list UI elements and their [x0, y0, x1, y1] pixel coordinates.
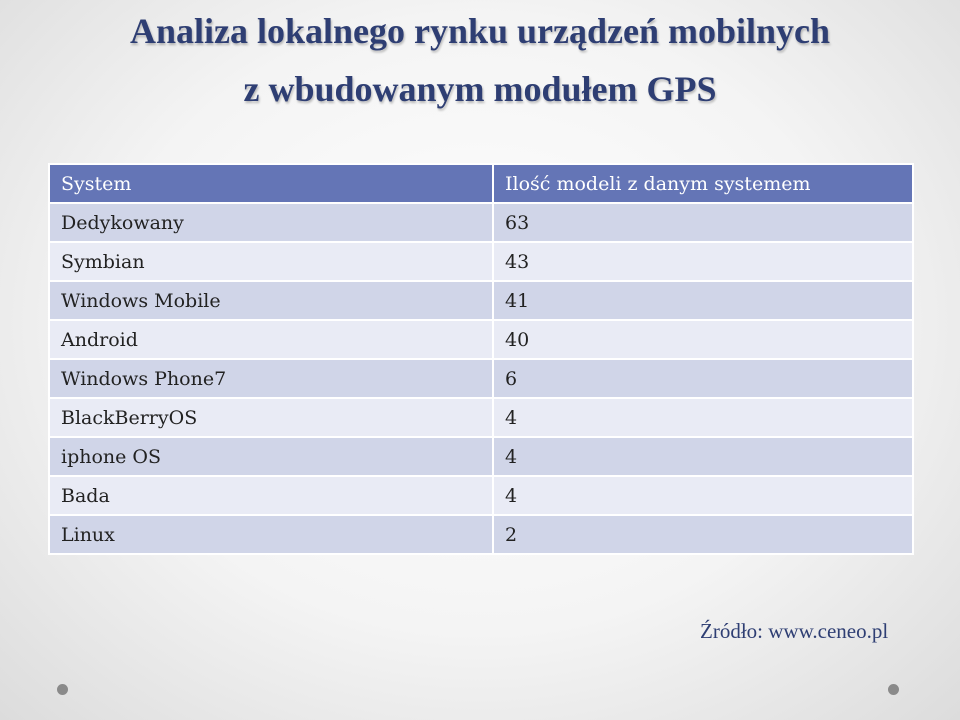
cell-system: Linux — [49, 515, 493, 554]
cell-count: 6 — [493, 359, 913, 398]
cell-count: 40 — [493, 320, 913, 359]
table-row — [49, 242, 913, 281]
table-row — [49, 515, 913, 554]
source-note: Źródło: www.ceneo.pl — [700, 619, 889, 643]
cell-system: Windows Phone7 — [49, 359, 493, 398]
table-row — [49, 281, 913, 320]
cell-count: 2 — [493, 515, 913, 554]
cell-count: 4 — [493, 398, 913, 437]
table-row — [49, 203, 913, 242]
cell-count: 43 — [493, 242, 913, 281]
cell-system: Bada — [49, 476, 493, 515]
cell-count: 4 — [493, 476, 913, 515]
cell-system: Windows Mobile — [49, 281, 493, 320]
table-row — [49, 476, 913, 515]
table-row — [49, 437, 913, 476]
slide-title — [0, 2, 960, 118]
cell-system: Symbian — [49, 242, 493, 281]
table-row — [49, 398, 913, 437]
cell-system: BlackBerryOS — [49, 398, 493, 437]
table-header-row — [49, 164, 913, 203]
table-row — [49, 320, 913, 359]
header-model-count: Ilość modeli z danym systemem — [493, 164, 913, 203]
header-system: System — [49, 164, 493, 203]
cell-system: iphone OS — [49, 437, 493, 476]
slide-title-line-1: Analiza lokalnego rynku urządzeń mobilnych — [129, 11, 831, 51]
systems-table — [48, 163, 914, 555]
cell-system: Android — [49, 320, 493, 359]
bullet-dot-icon — [57, 684, 68, 695]
cell-count: 63 — [493, 203, 913, 242]
cell-count: 41 — [493, 281, 913, 320]
slide-title-line-2: z wbudowanym modułem GPS — [243, 69, 717, 109]
cell-system: Dedykowany — [49, 203, 493, 242]
cell-count: 4 — [493, 437, 913, 476]
table-row — [49, 359, 913, 398]
bullet-dot-icon — [888, 684, 899, 695]
